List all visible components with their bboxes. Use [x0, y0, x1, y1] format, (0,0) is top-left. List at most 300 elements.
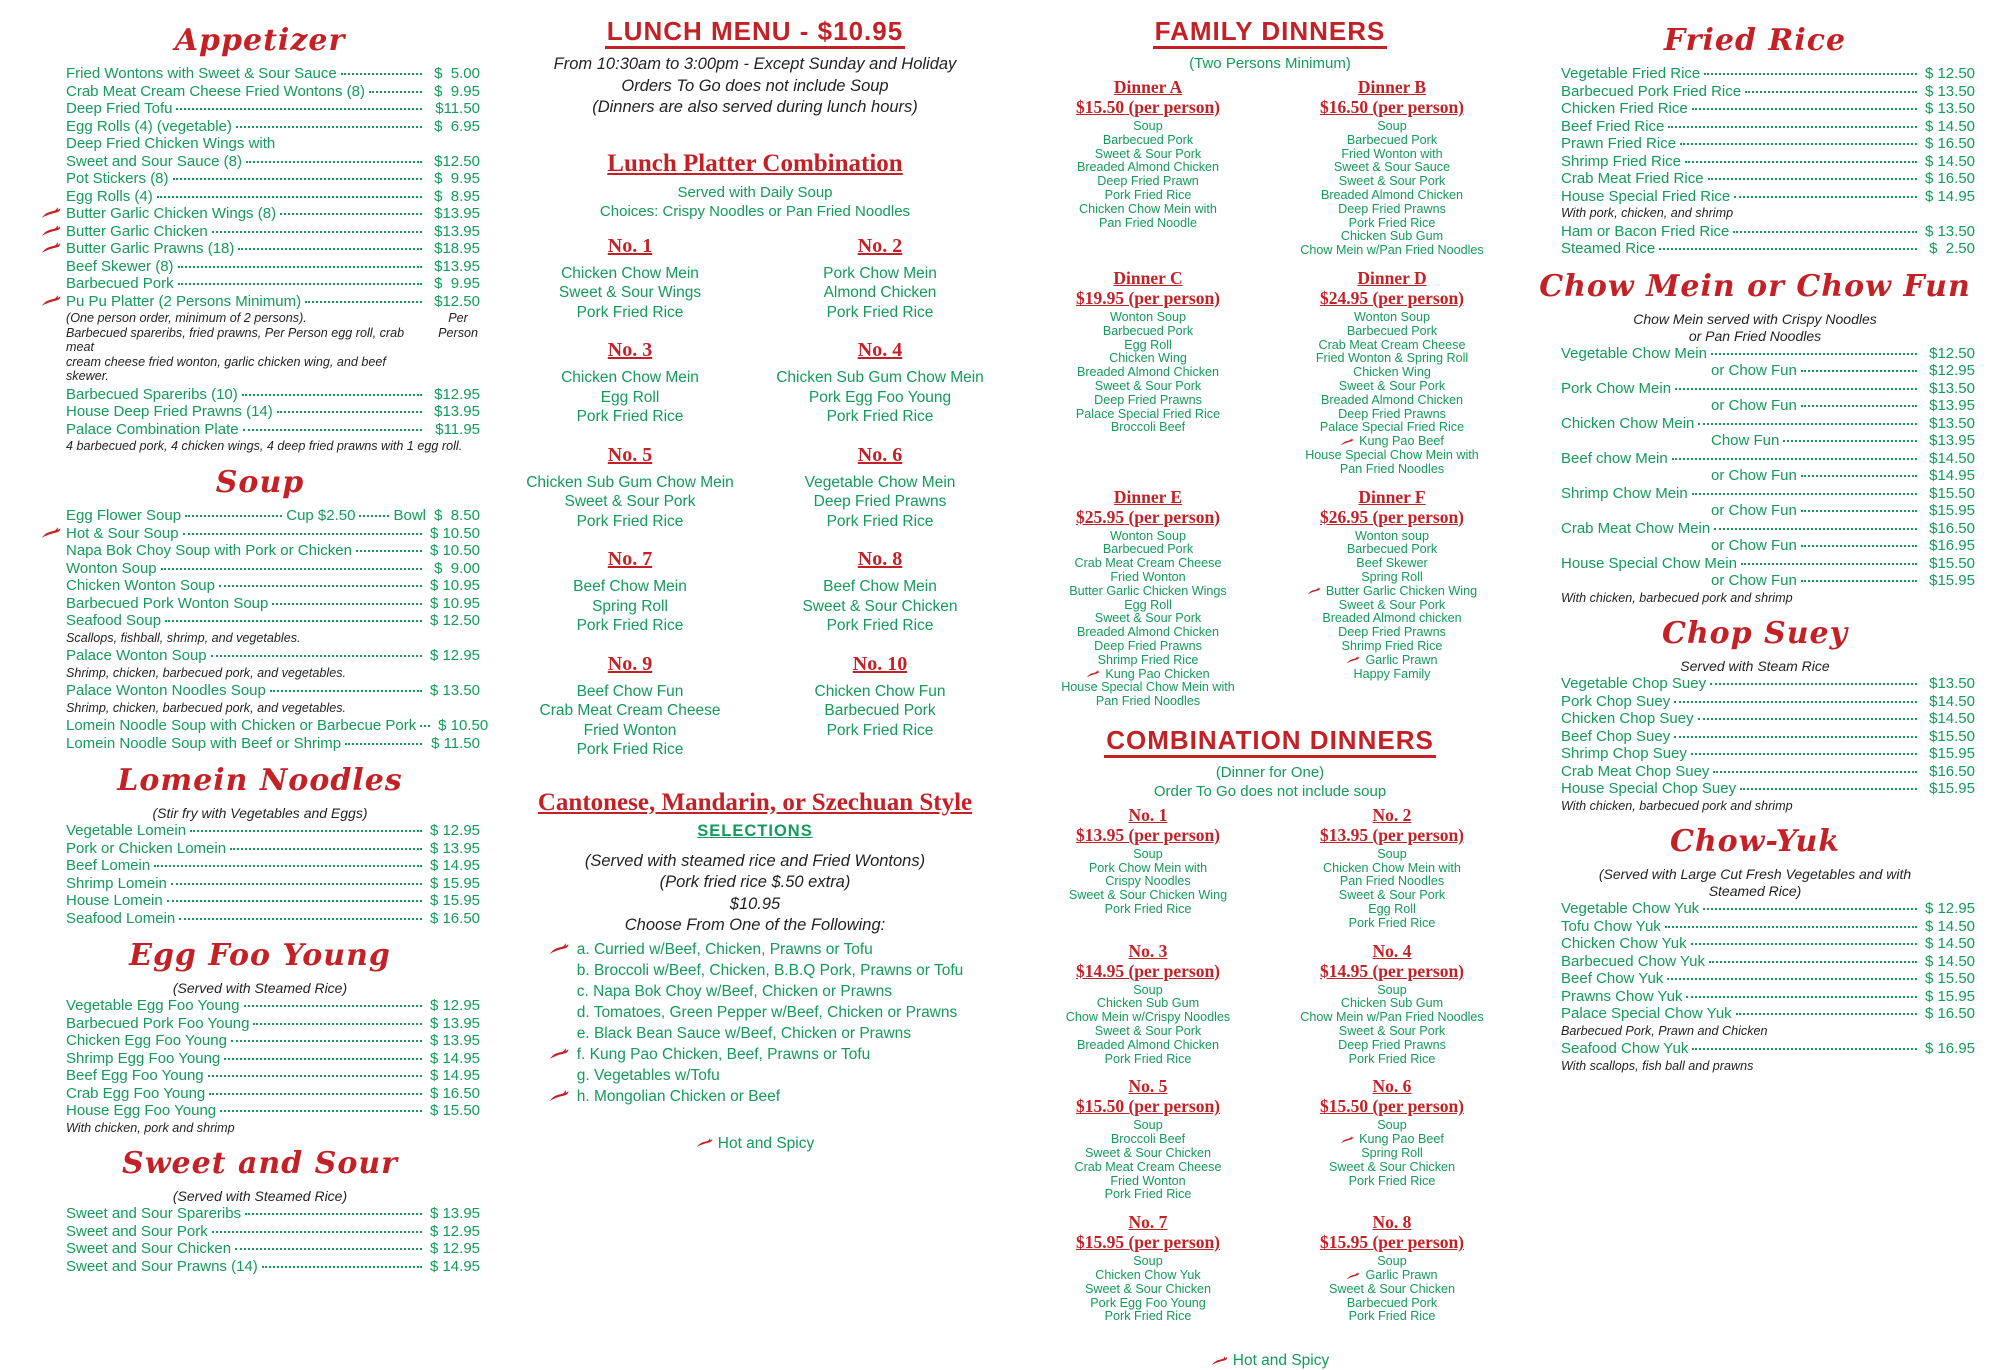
menu-item-row	[1561, 710, 1975, 728]
dinner-line	[1030, 1255, 1266, 1269]
dinner-line-text: Soup	[1377, 982, 1407, 997]
item-name: Chicken Chow Mein	[1561, 414, 1695, 432]
menu-item-row	[1561, 763, 1975, 781]
dinner-line	[1030, 1119, 1266, 1133]
combo-line-text: Pork Fried Rice	[826, 721, 934, 739]
item-name: Barbecued Pork	[66, 275, 174, 292]
section-title: FAMILY DINNERS	[1153, 16, 1388, 49]
item-name: Chicken Wonton Soup	[66, 577, 215, 595]
dinner-line	[1274, 148, 1510, 162]
item-name: Lomein Noodle Soup with Beef or Shrimp	[66, 734, 342, 752]
leader-dots	[243, 429, 422, 431]
menu-item-row	[66, 1240, 480, 1258]
leader-dots	[1674, 736, 1917, 738]
item-name: Sweet and Sour Spareribs	[66, 1205, 242, 1223]
dinner-line-text: Shrimp Fried Rice	[1097, 652, 1199, 667]
item-name: Crab Meat Chow Mein	[1561, 519, 1711, 537]
section-title: Lunch Platter Combination	[607, 149, 903, 177]
item-price: $ 16.95	[1924, 1040, 1975, 1058]
item-note: With pork, chicken, and shrimp	[1561, 206, 1734, 220]
dinner-line	[1274, 366, 1510, 380]
item-price: $12.50	[434, 152, 480, 170]
dinner-line-text: Breaded Almond Chicken	[1076, 625, 1220, 640]
section-title: Soup	[215, 465, 305, 501]
dinner-line-text: Soup	[1377, 1118, 1407, 1133]
dinner-line-text: Wonton Soup	[1353, 309, 1431, 324]
combo-number: No. 9	[607, 652, 653, 675]
dinner-line	[1030, 1025, 1266, 1039]
dinner-line	[1274, 120, 1510, 134]
dinner-line-text: Sweet & Sour Chicken	[1085, 1146, 1211, 1161]
dinner-line	[1274, 612, 1510, 626]
item-name: Butter Garlic Chicken Wings (8)	[66, 205, 277, 222]
menu-item-row	[66, 258, 480, 276]
combo-line-text: Barbecued Pork	[824, 702, 936, 719]
item-name: Barbecued Chow Yuk	[1561, 952, 1705, 970]
combo-line	[755, 283, 1005, 303]
dinner-line	[1030, 161, 1266, 175]
item-price: $13.95	[434, 205, 480, 222]
combo-line-text: Pork Fried Rice	[576, 512, 684, 530]
section-note: Choose From One of the Following:	[624, 916, 886, 934]
dinner-line	[1274, 408, 1510, 422]
menu-item-row	[66, 1102, 480, 1120]
item-name: Sweet and Sour Chicken	[66, 1240, 232, 1258]
leader-dots	[190, 830, 422, 832]
item-price: $ 14.95	[1924, 187, 1975, 205]
item-name: Beef Skewer (8)	[66, 257, 174, 275]
item-name: Lomein Noodle Soup with Chicken or Barbecue Pork	[66, 717, 417, 735]
item-price: $13.95	[434, 403, 480, 421]
combo-line	[505, 303, 755, 323]
combo-line-text: Chicken Chow Mein	[561, 264, 699, 282]
item-name: Palace Special Chow Yuk	[1561, 1005, 1732, 1023]
dinner-line-text: Chicken Chow Mein with	[1079, 201, 1217, 216]
section-title: Chow-Yuk	[1669, 824, 1841, 860]
item-name: Crab Meat Cream Cheese Fried Wontons (8)	[66, 82, 366, 100]
dinner-line-text: Chow Mein w/Pan Fried Noodles	[1300, 1010, 1484, 1025]
combo-line-text: Beef Chow Mein	[573, 578, 687, 595]
menu-item-row	[1561, 900, 1975, 918]
dinner-line-text: Spring Roll	[1361, 1146, 1423, 1161]
dinner-line	[1030, 530, 1266, 544]
dinner-line	[1030, 612, 1266, 626]
dinner-line-text: Soup	[1377, 119, 1407, 133]
dinner-title: Dinner B	[1357, 77, 1427, 97]
dinner-line	[1030, 394, 1266, 408]
dinner-line-text: Egg Roll	[1368, 902, 1416, 917]
dinner-line-text: Breaded Almond chicken	[1322, 611, 1462, 626]
combo-line	[755, 407, 1005, 427]
item-note-block	[66, 666, 480, 681]
item-price: $15.95	[1929, 502, 1975, 520]
leader-dots	[1740, 788, 1917, 790]
item-name: Shrimp Egg Foo Young	[66, 1049, 221, 1067]
section-note: (Two Persons Minimum)	[1189, 55, 1351, 72]
menu-item-row	[66, 1015, 480, 1033]
item-name: Vegetable Egg Foo Young	[66, 997, 240, 1015]
dinner-line-text: Barbecued Pork	[1346, 1295, 1438, 1310]
leader-dots	[185, 515, 282, 517]
dinner-line-text: Barbecued Pork	[1346, 542, 1438, 557]
dinner-line	[1274, 1161, 1510, 1175]
item-name: House Special Chow Mein	[1561, 554, 1737, 572]
dinner-price: $24.95 (per person)	[1319, 287, 1465, 308]
combo-line	[505, 597, 755, 617]
combo-line	[505, 368, 755, 388]
dinner-price: $14.95 (per person)	[1075, 960, 1221, 981]
chili-icon	[1340, 438, 1354, 446]
item-name: Beef Egg Foo Young	[66, 1067, 204, 1085]
combo-line-text: Sweet & Sour Pork	[564, 493, 696, 510]
dinner-line	[1274, 903, 1510, 917]
item-note-block	[1561, 1024, 1975, 1039]
dinner-line-text: Deep Fried Prawns	[1338, 1037, 1446, 1052]
menu-item-row	[66, 822, 480, 840]
dinner-line-text: Barbecued Pork	[1346, 132, 1438, 147]
dinner-line-text: Crispy Noodles	[1105, 874, 1191, 889]
dinner-line	[1274, 463, 1510, 477]
dinner-line-text: Pan Fried Noodles	[1095, 694, 1201, 709]
section-note: Choices: Crispy Noodles or Pan Fried Noodles	[599, 202, 911, 220]
dinner-line	[1274, 449, 1510, 463]
dinner-line-text: Deep Fried Prawns	[1094, 638, 1202, 653]
item-note: Barbecued Pork, Prawn and Chicken	[1561, 1023, 1768, 1038]
item-name: Barbecued Pork Foo Young	[66, 1014, 250, 1032]
item-note: With chicken, barbecued pork and shrimp	[1561, 590, 1793, 605]
dinner-line	[1030, 217, 1266, 231]
combo-cell	[755, 339, 1005, 427]
combo-line	[505, 283, 755, 303]
dinner-line	[1030, 175, 1266, 189]
menu-item-row	[1561, 1040, 1975, 1058]
combo-cell	[505, 235, 755, 323]
selection-choice	[577, 1002, 964, 1023]
leader-dots	[1745, 91, 1917, 93]
selection-choice	[577, 1044, 964, 1065]
section-subtitle: (Served with Large Cut Fresh Vegetables and with	[1598, 866, 1912, 883]
combo-cell	[505, 653, 755, 760]
combo-cell	[755, 653, 1005, 741]
dinner-line-text: Deep Fried Prawns	[1338, 201, 1446, 216]
dinner-line	[1274, 599, 1510, 613]
combo-line	[505, 264, 755, 284]
dinner-line-text: Chicken Sub Gum	[1340, 229, 1444, 244]
item-price: $ 14.50	[1924, 952, 1975, 970]
item-price: $ 13.95	[429, 1205, 480, 1223]
leader-dots	[272, 603, 422, 605]
item-price: $11.95	[435, 420, 480, 438]
dinner-line-text: Beef Skewer	[1356, 556, 1428, 571]
item-price: $ 15.95	[1924, 987, 1975, 1005]
selection-choice-text: h. Mongolian Chicken or Beef	[576, 1087, 781, 1105]
dinner-line	[1030, 148, 1266, 162]
dinner-line	[1030, 640, 1266, 654]
dinner-line-text: Deep Fried Prawn	[1097, 174, 1199, 189]
dinner-line-text: Kung Pao Beef	[1359, 1132, 1444, 1147]
dinner-line	[1274, 984, 1510, 998]
chili-icon	[1340, 1136, 1354, 1144]
item-name: Crab Meat Chop Suey	[1561, 762, 1710, 780]
dinner-line	[1274, 161, 1510, 175]
item-price: $ 8.50	[434, 507, 480, 525]
dinner-line-text: Fried Wonton & Spring Roll	[1315, 351, 1469, 366]
section-title: Fried Rice	[1663, 23, 1847, 58]
leader-dots	[420, 725, 430, 727]
item-price: $12.50	[434, 292, 480, 310]
dinner-line-text: Soup	[1133, 119, 1163, 133]
menu-item-row	[1561, 345, 1975, 363]
dinner-price: $25.95 (per person)	[1075, 506, 1221, 527]
item-price: $12.50	[1929, 344, 1975, 362]
dinner-line-text: Chicken Chow Mein with	[1323, 860, 1461, 875]
item-price: $ 15.50	[429, 1102, 480, 1120]
dinner-price: $19.95 (per person)	[1075, 287, 1221, 308]
dinner-cell	[1274, 1076, 1510, 1188]
dinner-line	[1274, 203, 1510, 217]
combo-line-text: Pork Fried Rice	[826, 617, 934, 634]
selection-choice-text: g. Vegetables w/Tofu	[576, 1066, 720, 1084]
selection-choice-text: d. Tomatoes, Green Pepper w/Beef, Chicken or Prawns	[576, 1003, 958, 1021]
dinner-line-text: Deep Fried Prawns	[1338, 625, 1446, 640]
menu-item-row	[66, 1032, 480, 1050]
dinner-line-text: Pan Fried Noodles	[1339, 461, 1445, 476]
item-price: $ 8.95	[434, 187, 480, 205]
leader-dots	[1741, 563, 1917, 565]
dinner-line	[1274, 543, 1510, 557]
leader-dots	[212, 1231, 422, 1233]
dinner-line	[1274, 875, 1510, 889]
section-note: Order To Go does not include soup	[1153, 782, 1387, 800]
menu-item-row	[1561, 520, 1975, 538]
menu-item-row	[1561, 1005, 1975, 1023]
lunch-combo-grid	[505, 235, 1005, 760]
leader-dots	[359, 515, 389, 517]
item-price: $16.95	[1929, 537, 1975, 555]
dinner-line	[1030, 1147, 1266, 1161]
dinner-line-text: Crab Meat Cream Cheese	[1074, 1159, 1222, 1174]
leader-dots	[341, 73, 422, 75]
item-name: Pork or Chicken Lomein	[66, 839, 227, 857]
item-list	[1535, 675, 1975, 813]
item-price: $ 9.95	[434, 82, 480, 100]
item-price: $ 12.95	[429, 997, 480, 1015]
leader-dots	[157, 196, 422, 198]
section-soup	[40, 465, 489, 752]
dinner-line	[1030, 626, 1266, 640]
item-name: Steamed Rice	[1561, 240, 1656, 258]
combo-line	[505, 492, 755, 512]
item-price: $14.50	[1929, 710, 1975, 728]
menu-item-row	[1561, 362, 1975, 380]
leader-dots	[1698, 718, 1917, 720]
dinner-line-text: Barbecued Pork	[1102, 132, 1194, 147]
leader-dots	[1734, 196, 1917, 198]
item-price: $ 14.95	[429, 1067, 480, 1085]
item-name: or Chow Fun	[1711, 572, 1797, 590]
section-footer-spicy	[505, 1135, 1005, 1153]
combo-line	[755, 368, 1005, 388]
dinner-line	[1030, 203, 1266, 217]
combo-number: No. 5	[607, 443, 653, 466]
leader-dots	[270, 690, 422, 692]
combo-line-text: Pork Fried Rice	[576, 741, 684, 758]
item-price: $ 9.95	[434, 170, 480, 187]
item-note: Barbecued spareribs, fried prawns, Per Person egg roll, crab meat	[66, 325, 405, 355]
dinner-line	[1274, 654, 1510, 668]
section-subtitle: Steamed Rice)	[1708, 883, 1802, 900]
menu-item-row	[1561, 988, 1975, 1006]
item-price: $ 16.50	[1924, 135, 1975, 152]
dinner-line	[1030, 189, 1266, 203]
selection-choice	[577, 1023, 964, 1044]
dinner-line	[1274, 339, 1510, 353]
item-price: $15.50	[1929, 484, 1975, 502]
menu-item-row	[66, 612, 480, 630]
dinner-line-text: Wonton soup	[1355, 528, 1429, 543]
dinner-price: $15.50 (per person)	[1075, 1096, 1221, 1117]
item-name: Pork Chow Mein	[1561, 379, 1672, 397]
item-name: Shrimp Chop Suey	[1561, 745, 1687, 763]
combo-cell	[505, 444, 755, 532]
selection-choice-text: f. Kung Pao Chicken, Beef, Prawns or Tofu	[576, 1045, 871, 1063]
hot-and-spicy-text: Hot and Spicy	[717, 1134, 815, 1152]
leader-dots	[242, 394, 422, 396]
leader-dots	[1667, 978, 1917, 980]
dinner-line	[1274, 134, 1510, 148]
item-name: Prawn Fried Rice	[1561, 135, 1677, 152]
leader-dots	[280, 213, 422, 215]
item-price: $15.95	[1929, 745, 1975, 763]
leader-dots	[179, 918, 422, 920]
dinner-line	[1274, 848, 1510, 862]
item-name: or Chow Fun	[1711, 537, 1797, 555]
dinner-line	[1274, 668, 1510, 682]
menu-item-row	[1561, 65, 1975, 83]
menu-item-row	[66, 1258, 480, 1276]
combo-line-text: Sweet & Sour Chicken	[802, 597, 958, 615]
item-price: $ 10.95	[429, 577, 480, 595]
chili-icon	[41, 242, 61, 254]
menu-item-row	[66, 83, 480, 101]
item-price: $ 14.50	[1924, 935, 1975, 953]
dinner-title: No. 8	[1372, 1212, 1412, 1233]
item-name: Seafood Chow Yuk	[1561, 1040, 1689, 1058]
item-name: House Lomein	[66, 892, 163, 910]
combo-line	[505, 577, 755, 597]
dinner-line	[1030, 366, 1266, 380]
leader-dots	[178, 266, 422, 268]
section-title: Cantonese, Mandarin, or Szechuan Style	[537, 788, 973, 816]
leader-dots	[245, 1213, 422, 1215]
menu-item-row	[66, 735, 480, 753]
dinner-line-text: Sweet & Sour Pork	[1338, 888, 1446, 903]
dinner-title: No. 5	[1128, 1076, 1168, 1097]
item-price: $ 15.95	[429, 892, 480, 910]
section-subtitle: or Pan Fried Noodles	[1688, 327, 1822, 344]
menu-item-row	[1561, 675, 1975, 693]
chili-icon	[1346, 1272, 1360, 1280]
menu-item-row	[66, 892, 480, 910]
dinner-line-text: Pork Fried Rice	[1348, 215, 1436, 230]
menu-item-row	[66, 65, 480, 83]
section-appetizer	[40, 24, 480, 454]
dinner-title: No. 6	[1372, 1076, 1412, 1097]
item-name: or Chow Fun	[1711, 467, 1797, 485]
dinner-line-text: Soup	[1133, 1118, 1163, 1133]
dinner-line	[1274, 530, 1510, 544]
menu-item-row	[66, 170, 480, 188]
combo-line-text: Pork Fried Rice	[826, 408, 934, 425]
combo-number: No. 4	[857, 339, 903, 361]
combo-number: No. 6	[857, 443, 903, 466]
dinner-line	[1274, 380, 1510, 394]
dinner-line	[1030, 599, 1266, 613]
dinner-line	[1274, 394, 1510, 408]
leader-dots	[1801, 475, 1917, 477]
item-name: Beef Chop Suey	[1561, 727, 1671, 745]
item-name: Fried Wontons with Sweet & Sour Sauce	[66, 65, 337, 82]
dinner-line	[1030, 1188, 1266, 1202]
item-price: $ 14.95	[429, 857, 480, 875]
item-price: $13.95	[1929, 397, 1975, 415]
leader-dots	[1703, 908, 1917, 910]
leader-dots	[183, 533, 422, 535]
dinner-line	[1030, 1297, 1266, 1311]
combo-line-text: Chicken Chow Mein	[561, 369, 699, 386]
dinner-line	[1274, 175, 1510, 189]
leader-dots	[220, 1110, 422, 1112]
dinner-line-text: Egg Roll	[1124, 597, 1172, 612]
dinner-line	[1274, 1025, 1510, 1039]
combo-line	[755, 616, 1005, 636]
dinner-line	[1274, 1310, 1510, 1324]
section-title: Lomein Noodles	[117, 763, 403, 799]
item-price: $ 12.95	[1924, 900, 1975, 918]
dinner-line-text: Chow Mein w/Crispy Noodles	[1065, 1010, 1231, 1025]
item-note-block	[66, 311, 480, 384]
item-name: Shrimp Lomein	[66, 874, 167, 892]
item-name: Egg Rolls (4)	[66, 187, 153, 205]
dinner-line-text: Kung Pao Beef	[1359, 434, 1444, 449]
menu-item-row	[1561, 970, 1975, 988]
menu-item-row	[66, 682, 480, 700]
dinner-line-text: Palace Special Fried Rice	[1075, 406, 1221, 421]
section-subtitle: (Served with Steamed Rice)	[172, 1188, 348, 1205]
leader-dots	[1680, 143, 1917, 145]
dinner-line	[1274, 1053, 1510, 1067]
item-price: $ 13.50	[1924, 100, 1975, 117]
dinner-line	[1030, 875, 1266, 889]
combo-cell	[755, 444, 1005, 532]
dinner-line	[1274, 352, 1510, 366]
item-name: House Special Fried Rice	[1561, 187, 1731, 205]
dinner-title: Dinner A	[1113, 77, 1183, 97]
dinner-line	[1030, 421, 1266, 435]
section-chow-mein-or-chow-fun	[1535, 270, 1975, 606]
combo-number: No. 8	[857, 548, 903, 570]
dinner-line	[1030, 380, 1266, 394]
selection-list	[547, 939, 964, 1107]
dinner-line	[1030, 120, 1266, 134]
dinner-line-text: Soup	[1377, 846, 1407, 861]
menu-item-row	[1561, 728, 1975, 746]
item-price: $11.50	[435, 100, 480, 117]
leader-dots	[1710, 683, 1917, 685]
menu-column-2	[505, 12, 1005, 1370]
item-price: $ 12.95	[429, 822, 480, 840]
dinner-line-text: Pork Fried Rice	[1348, 1309, 1436, 1324]
